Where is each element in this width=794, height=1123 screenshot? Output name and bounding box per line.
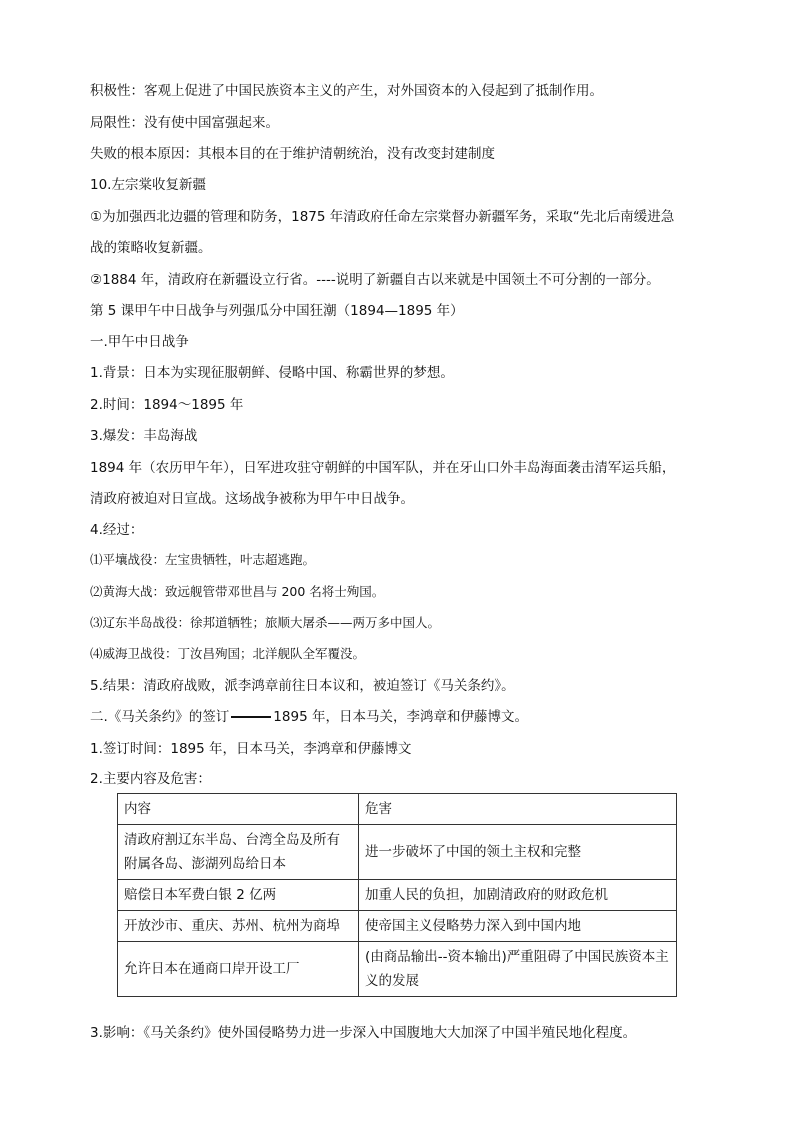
table-cell: 开放沙市、重庆、苏州、杭州为商埠 [118,911,359,942]
text-line: ①为加强西北边疆的管理和防务，1875 年清政府任命左宗棠督办新疆军务，采取“先北后南缓进急 [90,209,675,225]
heading-suffix: 1895 年，日本马关，李鸿章和伊藤博文。 [273,709,528,725]
text-line: 局限性：没有使中国富强起来。 [90,115,279,131]
text-line: 5.结果：清政府战败，派李鸿章前往日本议和，被迫签订《马关条约》。 [90,678,515,694]
treaty-table [117,793,677,997]
list-item: ⑵黄海大战：致远舰管带邓世昌与 200 名将士殉国。 [90,584,385,599]
list-item: ⑷威海卫战役：丁汝昌殉国；北洋舰队全军覆没。 [90,646,366,661]
heading-prefix: 二.《马关条约》的签订 [90,709,230,725]
section-heading: 一.甲午中日战争 [90,334,189,350]
text-line: 1.签订时间：1895 年，日本马关，李鸿章和伊藤博文 [90,741,412,757]
text-line: 2.时间：1894～1895 年 [90,397,244,413]
section-heading [90,708,528,726]
table-row [118,825,677,880]
text-line: 4.经过： [90,522,144,538]
table-header: 内容 [118,794,359,825]
table-cell: 清政府割辽东半岛、台湾全岛及所有附属各岛、澎湖列岛给日本 [118,825,359,880]
table-row [118,911,677,942]
list-item: ⑶辽东半岛战役：徐邦道牺牲；旅顺大屠杀——两万多中国人。 [90,615,441,630]
list-item: ⑴平壤战役：左宝贵牺牲，叶志超逃跑。 [90,552,316,567]
table-cell: 加重人民的负担，加剧清政府的财政危机 [359,880,677,911]
table-cell: 允许日本在通商口岸开设工厂 [118,942,359,997]
table-header-row [118,794,677,825]
text-line: 清政府被迫对日宣战。这场战争被称为甲午中日战争。 [90,491,414,507]
table-row [118,942,677,997]
text-line: 1.背景：日本为实现征服朝鲜、侵略中国、称霸世界的梦想。 [90,365,454,381]
table-row [118,880,677,911]
text-line: 1894 年（农历甲午年），日军进攻驻守朝鲜的中国军队，并在牙山口外丰岛海面袭击清军运兵船， [90,460,676,476]
lesson-title: 第 5 课甲午中日战争与列强瓜分中国狂潮（1894—1895 年） [90,303,464,319]
text-line: 积极性：客观上促进了中国民族资本主义的产生，对外国资本的入侵起到了抵制作用。 [90,83,603,99]
text-line: 2.主要内容及危害： [90,771,211,787]
section-heading: 10.左宗棠收复新疆 [90,177,206,193]
text-line: 3.爆发：丰岛海战 [90,428,198,444]
dash-separator [231,716,271,718]
table-cell: (由商品输出--资本输出)严重阻碍了中国民族资本主义的发展 [359,942,677,997]
text-line: 3.影响：《马关条约》使外国侵略势力进一步深入中国腹地大大加深了中国半殖民地化程度。 [90,1025,637,1041]
table-cell: 赔偿日本军费白银 2 亿两 [118,880,359,911]
text-line: 战的策略收复新疆。 [90,240,212,256]
table-header: 危害 [359,794,677,825]
text-line: 失败的根本原因：其根本目的在于维护清朝统治，没有改变封建制度 [90,146,495,162]
text-line: ②1884 年，清政府在新疆设立行省。----说明了新疆自古以来就是中国领土不可分割的一部分。 [90,272,660,288]
table-cell: 使帝国主义侵略势力深入到中国内地 [359,911,677,942]
table-cell: 进一步破坏了中国的领土主权和完整 [359,825,677,880]
